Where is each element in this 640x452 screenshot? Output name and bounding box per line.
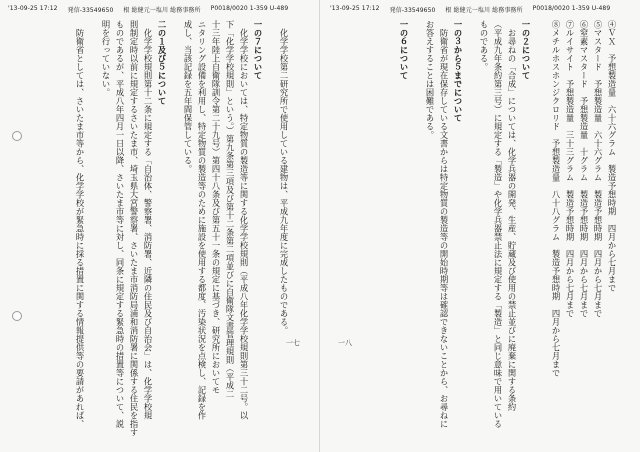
fax-sender: 発信-33549650 bbox=[389, 7, 436, 14]
text-line: 化学学校第二研究所で使用している建物は、平成九年度に完成したものである。 bbox=[279, 20, 289, 335]
page-number-right: 一八 bbox=[338, 339, 352, 347]
text-line: 化学学校においては、特定物質の製造等に関する化学学校規則（平成八年化学学校規則第三十二号。以 bbox=[239, 20, 249, 420]
fax-office: 根 総健元一塩川 総務事務所 bbox=[123, 7, 201, 14]
section-heading: 一の３から５までについて bbox=[453, 20, 463, 122]
fax-office: 根 総健元一塩川 総務事務所 bbox=[445, 7, 523, 14]
text-line: 下「化学学校規則」という。）第九条第三項及び第十二条第二項並びに自衛隊文書管理規則（平成二 bbox=[225, 20, 235, 399]
text-line: お尋ねの「合成」については、化学兵器の開発、生産、貯蔵及び使用の禁止並びに廃棄に関する条約 bbox=[507, 20, 517, 411]
text-line: （平成九年条約第三号）に規定する「製造」や化学兵器禁止法に規定する「製造」と同じ意味で用いている bbox=[493, 20, 503, 428]
text-line: ニタリング設備を利用し、特定物質の製造等のために施設を使用する都度、汚染状況を点検し、記録を作 bbox=[197, 20, 207, 420]
text-line: 防衛省が現在保存している文書からは特定物質の製造等の開始時期等は確認できないことから、お尋ねに bbox=[439, 20, 449, 428]
fax-page-info: P0018/0020 1-359 U-489 bbox=[532, 5, 611, 12]
text-line: 化学学校規則第十二条に規定する「自治体、警察署、消防署、近隣の住民及び自治会」は、化学学校規 bbox=[143, 20, 153, 420]
text-line: ものであるが、平成八年四月一日以降、さいたま市等に対し、同条に規定する緊急時の措置等について、説 bbox=[115, 20, 125, 428]
text-line: 防衛省としては、さいたま市等から、化学学校が緊急時に採る措置に関する情報提供等の要請があれば、 bbox=[75, 20, 85, 428]
fax-sender: 発信-33549650 bbox=[67, 7, 114, 14]
text-line: 成し、当該記録を五年間保管している。 bbox=[183, 20, 193, 173]
fax-timestamp: '13-09-25 17:12 bbox=[330, 5, 380, 12]
text-line: 則制定時以前に規定するさいたま市、埼玉県大宮警察署、さいたま市消防局浦和消防署に関係する住民を指す bbox=[129, 20, 139, 437]
section-heading: 二の１及び５について bbox=[157, 20, 167, 105]
text-line: ⑥窒素マスタード 予想製造量 十グラム 製造予想時期 四月から七月まで bbox=[579, 20, 589, 318]
page-fold-divider bbox=[319, 0, 320, 452]
section-heading: 一の２について bbox=[521, 20, 531, 80]
text-line: ⑧メチルホスホンジクロリド 予想製造量 八十八グラム 製造予想時期 四月から七月まで bbox=[551, 20, 561, 377]
fax-timestamp: '13-09-25 17:12 bbox=[8, 5, 58, 12]
text-line: ⑤マスタード 予想製造量 六十六グラム 製造予想時期 四月から七月まで bbox=[593, 20, 603, 318]
section-heading: 一の７について bbox=[253, 20, 263, 80]
punch-hole-icon bbox=[12, 311, 22, 321]
text-line: お答えすることは困難である。 bbox=[425, 20, 435, 139]
punch-hole-icon bbox=[12, 131, 22, 141]
text-line: ④ＶＸ 予想製造量 六十六グラム 製造予想時期 四月から七月まで bbox=[607, 20, 617, 292]
section-heading: 一の６について bbox=[399, 20, 409, 80]
text-line: ⑦ルイサイト 予想製造量 三十三グラム 製造予想時期 四月から七月まで bbox=[565, 20, 575, 318]
fax-header-left bbox=[8, 5, 288, 14]
page-number-left: 一七 bbox=[286, 339, 300, 347]
fax-page-info: P0018/0020 1-359 U-489 bbox=[210, 5, 289, 12]
text-line: 十三年陸上自衛隊訓令第二十九号）第四十八条及び第五十一条の規定に基づき、研究所においてモ bbox=[211, 20, 221, 394]
text-line: 明を行っていない。 bbox=[101, 20, 111, 97]
text-line: ものである。 bbox=[479, 20, 489, 71]
fax-header-right bbox=[330, 5, 610, 14]
